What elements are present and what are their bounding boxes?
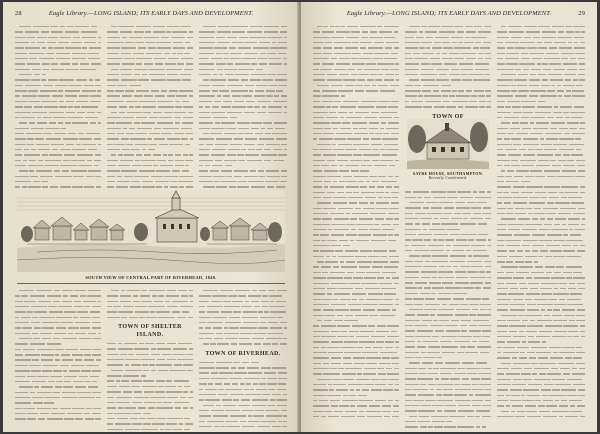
sayre-house-engraving [407,119,489,169]
left-running-head: Eagle Library.—LONG ISLAND; ITS EARLY DAYS AND DEVELOPMENT. [48,10,254,17]
open-book [3,2,597,432]
left-page-header [15,10,287,20]
right-column-3 [497,24,585,419]
right-running-head: Eagle Library.—LONG ISLAND; ITS EARLY DAYS AND DEVELOPMENT. [346,10,552,17]
right-page [301,2,597,432]
right-page-number: 29 [578,10,585,17]
left-top-column-1 [15,24,101,190]
text-line [497,414,585,419]
text-line [107,184,193,189]
left-bottom-column-3 [199,288,287,429]
section-heading: TOWN OF SHELTER ISLAND. [118,324,182,339]
text-line [15,416,101,421]
text-line [107,315,193,320]
left-top-column-3 [199,24,287,190]
right-column-1 [313,24,399,419]
left-page-number: 28 [15,10,22,17]
left-page [3,2,299,432]
text-line [199,424,287,429]
riverhead-engraving [17,190,285,272]
riverhead-caption: SOUTH VIEW OF CENTRAL PART OF RIVERHEAD, 1840. [85,275,217,280]
right-column-2 [405,24,491,432]
text-line [313,414,399,419]
section-heading: TOWN OF [432,113,464,120]
text-line [405,104,491,109]
section-heading: TOWN OF RIVERHEAD. [205,350,281,357]
left-bottom-column-1 [15,288,101,422]
left-bottom-column-2 [107,288,193,432]
text-line [199,341,287,346]
text-line [199,184,287,189]
text-line [405,430,491,432]
right-page-header [313,10,585,20]
text-line [15,184,101,189]
left-top-column-2 [107,24,193,190]
sayre-house-subcaption: Recently Condemned. [428,176,468,180]
sayre-house-caption: SAYRE HOUSE, SOUTHAMPTON. [412,171,484,176]
